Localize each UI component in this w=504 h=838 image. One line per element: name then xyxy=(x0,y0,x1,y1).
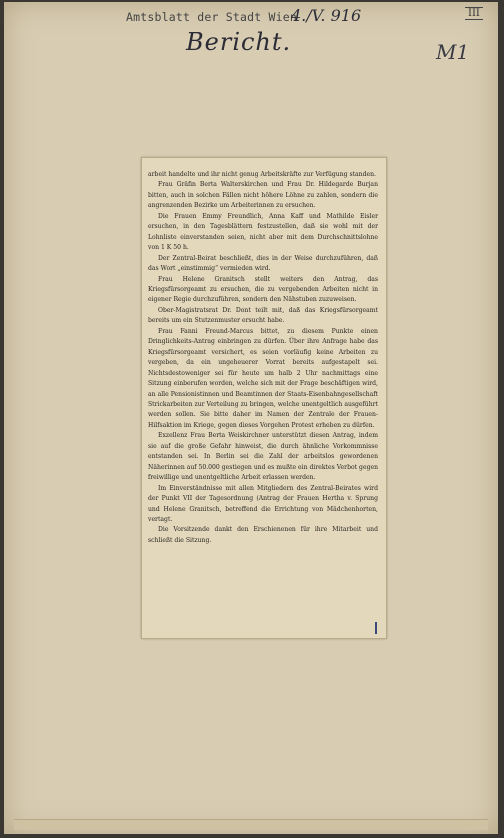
paragraph: arbeit handelte und ihr nicht genug Arbeitskräfte zur Verfügung standen. xyxy=(148,171,376,178)
paragraph: Frau Gräfin Berta Walterskirchen und Frau Dr. Hildegarde Burjan bitten, auch in solchen Fällen nicht höhere Löhne zu zahlen, sondern die angrenzenden Bezirke um Arbeiterinnen zu ersuchen. xyxy=(148,181,378,210)
paragraph: Der Zentral-Beirat beschließt, dies in der Weise durchzuführen, daß das Wort „einstimmig“ vermieden wird. xyxy=(148,254,378,273)
handwritten-mark: M1 xyxy=(436,40,470,64)
paragraph: Frau Fanni Freund-Marcus bittet, zu diesem Punkte einen Dringlichkeits-Antrag einbringen zu dürfen. Über ihre Anfrage habe das Kriegsfürsorgeamt versichert, es seien vorläufig keine Arbeiten zu vergeben, da ein ungeheuerer Vorrat bereits aufgestapelt sei. Nichtsdestoweniger sei für heute um halb 2 Uhr nachmittags eine Sitzung einberufen worden, welche sich mit der Frage beschäftigen wird, an alle Pensionistinnen und Beamtinnen der Staats-Eisenbahngesellschaft Strickarbeiten zur Verteilung zu bringen, welche unentgeltlich ausgeführt werden sollen. Sie bitte daher im Namen der Zentrale der Frauen-Hilfsaktion im Kriege, gegen dieses Vorgehen Protest erheben zu dürfen. xyxy=(148,327,378,429)
paragraph: Ober-Magistratsrat Dr. Dont teilt mit, daß das Kriegsfürsorgeamt bereits um ein Stutzenmuster ersucht habe. xyxy=(148,306,378,325)
newspaper-clipping xyxy=(141,157,387,639)
paragraph: Die Vorsitzende dankt den Erschienenen für ihre Mitarbeit und schließt die Sitzung. xyxy=(148,526,378,544)
paragraph: Frau Helene Granitsch stellt weiters den Antrag, das Kriegsfürsorgeamt zu ersuchen, die zu vergebenden Arbeiten nicht in eigener Regie durchzuführen, sondern den Nähstuben zuzuweisen. xyxy=(148,275,378,304)
paragraph: Die Frauen Emmy Freundlich, Anna Kaff und Mathilde Eisler ersuchen, in den Tagesblättern festzustellen, daß sie wohl mit der Lohnliste einverstanden seien, nicht aber mit dem Durchschnittslohne von 1 K 50 h. xyxy=(148,212,378,252)
paragraph: Im Einverständnisse mit allen Mitgliedern des Zentral-Beirates wird der Punkt VII der Tagesordnung (Antrag der Frauen Hertha v. Sprung und Helene Granitsch, betreffend die Errichtung von Mädchenhorten, vertagt. xyxy=(148,484,378,523)
paragraph: Exzellenz Frau Berta Weiskirchner unterstützt diesen Antrag, indem sie auf die große Gefahr hinweist, die durch ähnliche Vorkommnisse entstanden sei. In Berlin sei die Zahl der arbeitslos gewordenen Näherinnen auf 50.000 gestiegen und es mußte ein direktes Verbot gegen freiwillige und unentgeltliche Arbeit erlassen werden. xyxy=(148,432,378,482)
document-sheet xyxy=(4,2,498,834)
clipping-text xyxy=(142,158,386,546)
newspaper-stamp: Amtsblatt der Stadt Wien xyxy=(126,10,297,24)
handwritten-title: Bericht. xyxy=(186,28,292,56)
pencil-mark xyxy=(375,622,377,634)
mount-strip xyxy=(14,819,488,830)
handwritten-date: 4./V. 916 xyxy=(291,6,362,25)
folio-number: III xyxy=(468,8,480,19)
